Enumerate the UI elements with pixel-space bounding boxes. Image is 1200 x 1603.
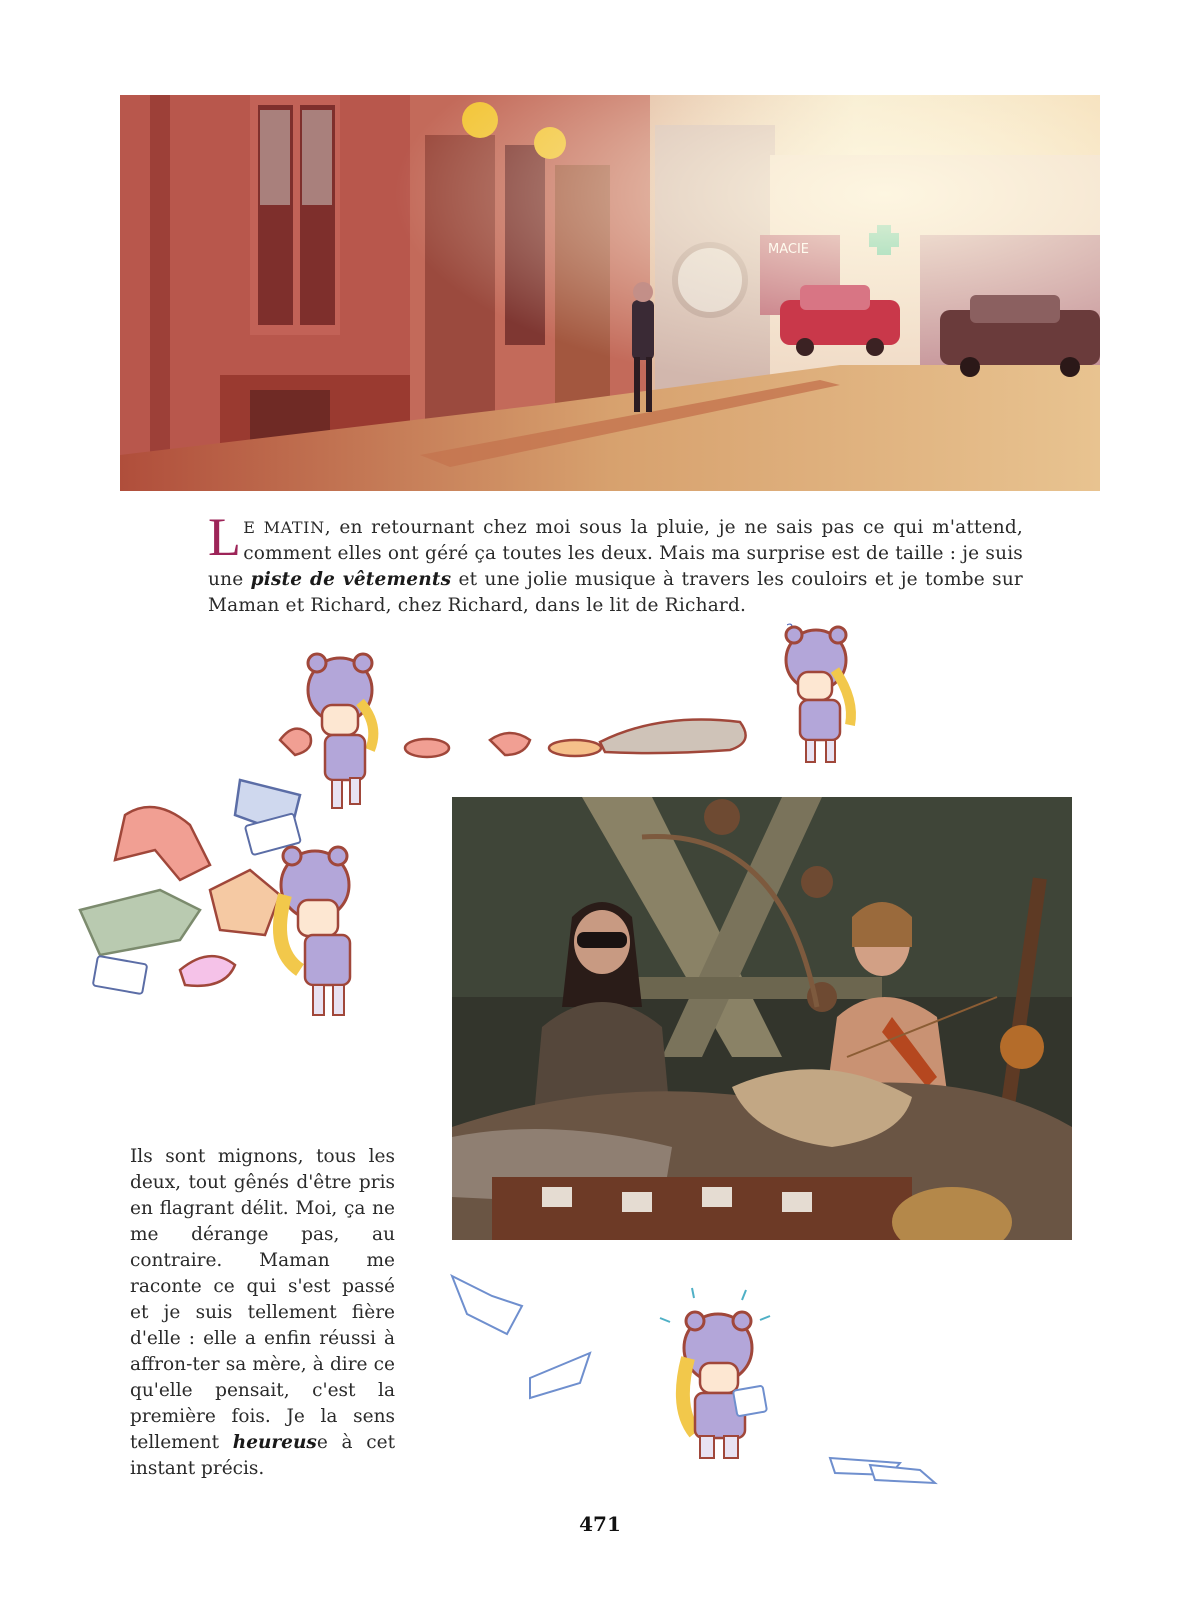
side-text-part1: Ils sont mignons, tous les deux, tout gênés d'être pris en flagrant délit. Moi, ça ne me dérange pas, au contraire. Maman me raconte ce qui s'est passé et je suis tellement fière d'elle : elle a enfin réussi à affron-ter sa mère, à dire ce qu'elle pensait, c'est la première fois. Je la sens tellement (130, 1146, 395, 1453)
sock-item (405, 739, 449, 757)
street-photo (120, 95, 1100, 491)
page-number: 471 (579, 1512, 621, 1536)
coat-item (600, 720, 746, 754)
intro-paragraph (208, 507, 1024, 619)
side-paragraph (130, 1144, 395, 1482)
paper-item-2 (93, 956, 147, 994)
girl-reading-drawing (660, 1288, 770, 1458)
intro-emphasis: piste de vêtements (250, 569, 452, 590)
drop-cap: L (208, 507, 242, 567)
side-emphasis: heureus (232, 1432, 317, 1453)
paper-item-3 (452, 1276, 522, 1334)
pants-item (80, 890, 200, 955)
intro-text-part2: et une jolie musique à travers les couloirs et je tombe sur Maman et Richard, chez Richard, dans le lit de Richard. (208, 569, 1023, 616)
underwear-item (180, 956, 235, 986)
scarf-item (549, 740, 601, 756)
blanket-item (210, 870, 280, 935)
girl-walking-drawing (308, 654, 373, 808)
street-scene-image (120, 95, 1100, 491)
intro-text-part1: , en retournant chez moi sous la pluie, je ne sais pas ce qui m'attend, comment elles ont géré ça toutes les deux. Mais ma surprise est de taille : je suis une (208, 517, 1024, 590)
girl-reading-illustration (450, 1268, 970, 1498)
intro-smallcaps: E MATIN (243, 518, 325, 537)
shoe-item (280, 729, 311, 755)
girl-confused-drawing (786, 622, 851, 762)
shoe-item-2 (490, 733, 530, 755)
girl-surprised-drawing (280, 847, 350, 1015)
paper-item-6 (870, 1465, 935, 1483)
shirt-item (115, 807, 210, 880)
side-text-part2: e à cet instant précis. (130, 1432, 396, 1479)
bedroom-photo (452, 797, 1072, 1240)
bedroom-scene-image (452, 797, 1072, 1240)
paper-item-4 (530, 1353, 590, 1398)
